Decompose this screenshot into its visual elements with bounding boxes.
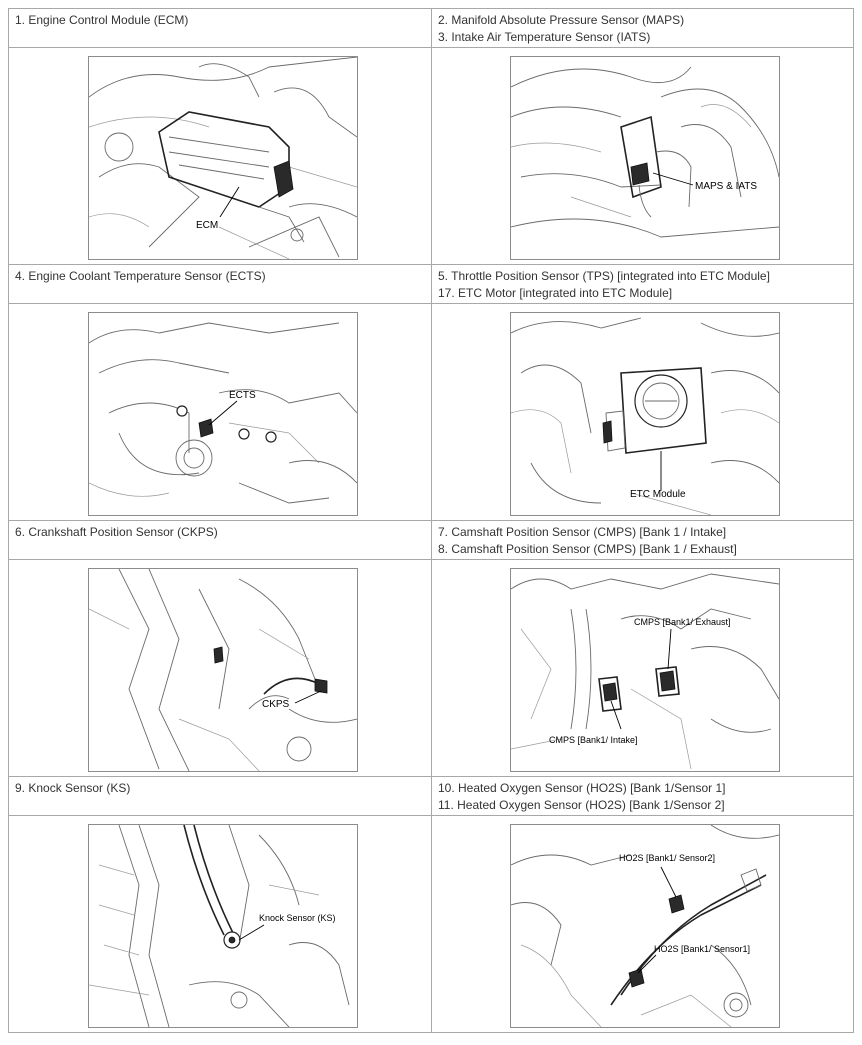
ects-diagram bbox=[88, 312, 358, 516]
ks-leader-line bbox=[239, 925, 264, 940]
caption-maps: 2. Manifold Absolute Pressure Sensor (MAPS) bbox=[438, 13, 685, 27]
figure-cell-etc bbox=[432, 304, 854, 521]
caption-ho2s-s2: 11. Heated Oxygen Sensor (HO2S) [Bank 1/Sensor 2] bbox=[438, 798, 725, 812]
caption-row-4 bbox=[9, 777, 854, 816]
caption-cell-ks bbox=[9, 777, 432, 816]
maps-iats-leader-line bbox=[653, 173, 693, 185]
ckps-leader-line bbox=[295, 691, 321, 703]
ho2s-s2-leader bbox=[661, 867, 676, 897]
caption-cmps-exhaust: 8. Camshaft Position Sensor (CMPS) [Bank 1 / Exhaust] bbox=[438, 542, 737, 556]
etc-line-art bbox=[511, 318, 779, 515]
ecm-diagram bbox=[88, 56, 358, 260]
figure-row-2 bbox=[9, 304, 854, 521]
ks-callout: Knock Sensor (KS) bbox=[259, 913, 336, 923]
caption-cell-maps-iats bbox=[432, 9, 854, 48]
cmps-intake-leader bbox=[611, 701, 621, 729]
caption-row-1 bbox=[9, 9, 854, 48]
cmps-diagram bbox=[510, 568, 780, 772]
ecm-leader-line bbox=[220, 187, 239, 217]
cmps-exhaust-callout: CMPS [Bank1/ Exhaust] bbox=[634, 617, 731, 627]
figure-cell-maps-iats bbox=[432, 48, 854, 265]
sensor-location-table bbox=[8, 8, 854, 1033]
cmps-intake-callout: CMPS [Bank1/ Intake] bbox=[549, 735, 638, 745]
caption-etc-motor: 17. ETC Motor [integrated into ETC Module] bbox=[438, 286, 673, 300]
caption-cell-cmps bbox=[432, 521, 854, 560]
etc-module-diagram bbox=[510, 312, 780, 516]
caption-ks: 9. Knock Sensor (KS) bbox=[15, 781, 131, 795]
etc-callout: ETC Module bbox=[630, 489, 686, 500]
caption-cell-tps-etc bbox=[432, 265, 854, 304]
ckps-callout: CKPS bbox=[262, 699, 290, 710]
ho2s-s1-callout: HO2S [Bank1/ Sensor1] bbox=[654, 944, 751, 954]
caption-ckps: 6. Crankshaft Position Sensor (CKPS) bbox=[15, 525, 218, 539]
ecm-line-art bbox=[89, 57, 357, 259]
ho2s-diagram bbox=[510, 824, 780, 1028]
caption-cell-ects bbox=[9, 265, 432, 304]
ho2s-s2-callout: HO2S [Bank1/ Sensor2] bbox=[619, 853, 716, 863]
figure-cell-ecm bbox=[9, 48, 432, 265]
caption-ects: 4. Engine Coolant Temperature Sensor (ECTS) bbox=[15, 269, 266, 283]
ects-leader-line bbox=[209, 401, 237, 425]
figure-cell-cmps bbox=[432, 560, 854, 777]
figure-cell-ckps bbox=[9, 560, 432, 777]
caption-cmps-intake: 7. Camshaft Position Sensor (CMPS) [Bank 1 / Intake] bbox=[438, 525, 727, 539]
caption-iats: 3. Intake Air Temperature Sensor (IATS) bbox=[438, 30, 651, 44]
ckps-line-art bbox=[89, 569, 357, 771]
maps-iats-line-art bbox=[511, 67, 779, 237]
figure-cell-ho2s bbox=[432, 816, 854, 1033]
knock-sensor-diagram bbox=[88, 824, 358, 1028]
caption-row-3 bbox=[9, 521, 854, 560]
caption-ecm: 1. Engine Control Module (ECM) bbox=[15, 13, 189, 27]
figure-row-3 bbox=[9, 560, 854, 777]
figure-row-4 bbox=[9, 816, 854, 1033]
caption-cell-ckps bbox=[9, 521, 432, 560]
ecm-callout: ECM bbox=[196, 220, 219, 231]
figure-cell-ects bbox=[9, 304, 432, 521]
caption-tps: 5. Throttle Position Sensor (TPS) [integrated into ETC Module] bbox=[438, 269, 770, 283]
figure-row-1 bbox=[9, 48, 854, 265]
ks-line-art bbox=[89, 825, 349, 1027]
caption-cell-ho2s bbox=[432, 777, 854, 816]
cmps-exhaust-leader bbox=[668, 629, 671, 669]
ho2s-s1-leader bbox=[638, 955, 656, 973]
caption-ho2s-s1: 10. Heated Oxygen Sensor (HO2S) [Bank 1/Sensor 1] bbox=[438, 781, 726, 795]
ckps-diagram bbox=[88, 568, 358, 772]
ects-callout: ECTS bbox=[229, 390, 256, 401]
caption-cell-ecm bbox=[9, 9, 432, 48]
maps-iats-callout: MAPS & IATS bbox=[695, 181, 758, 192]
maps-iats-diagram bbox=[510, 56, 780, 260]
caption-row-2 bbox=[9, 265, 854, 304]
figure-cell-ks bbox=[9, 816, 432, 1033]
